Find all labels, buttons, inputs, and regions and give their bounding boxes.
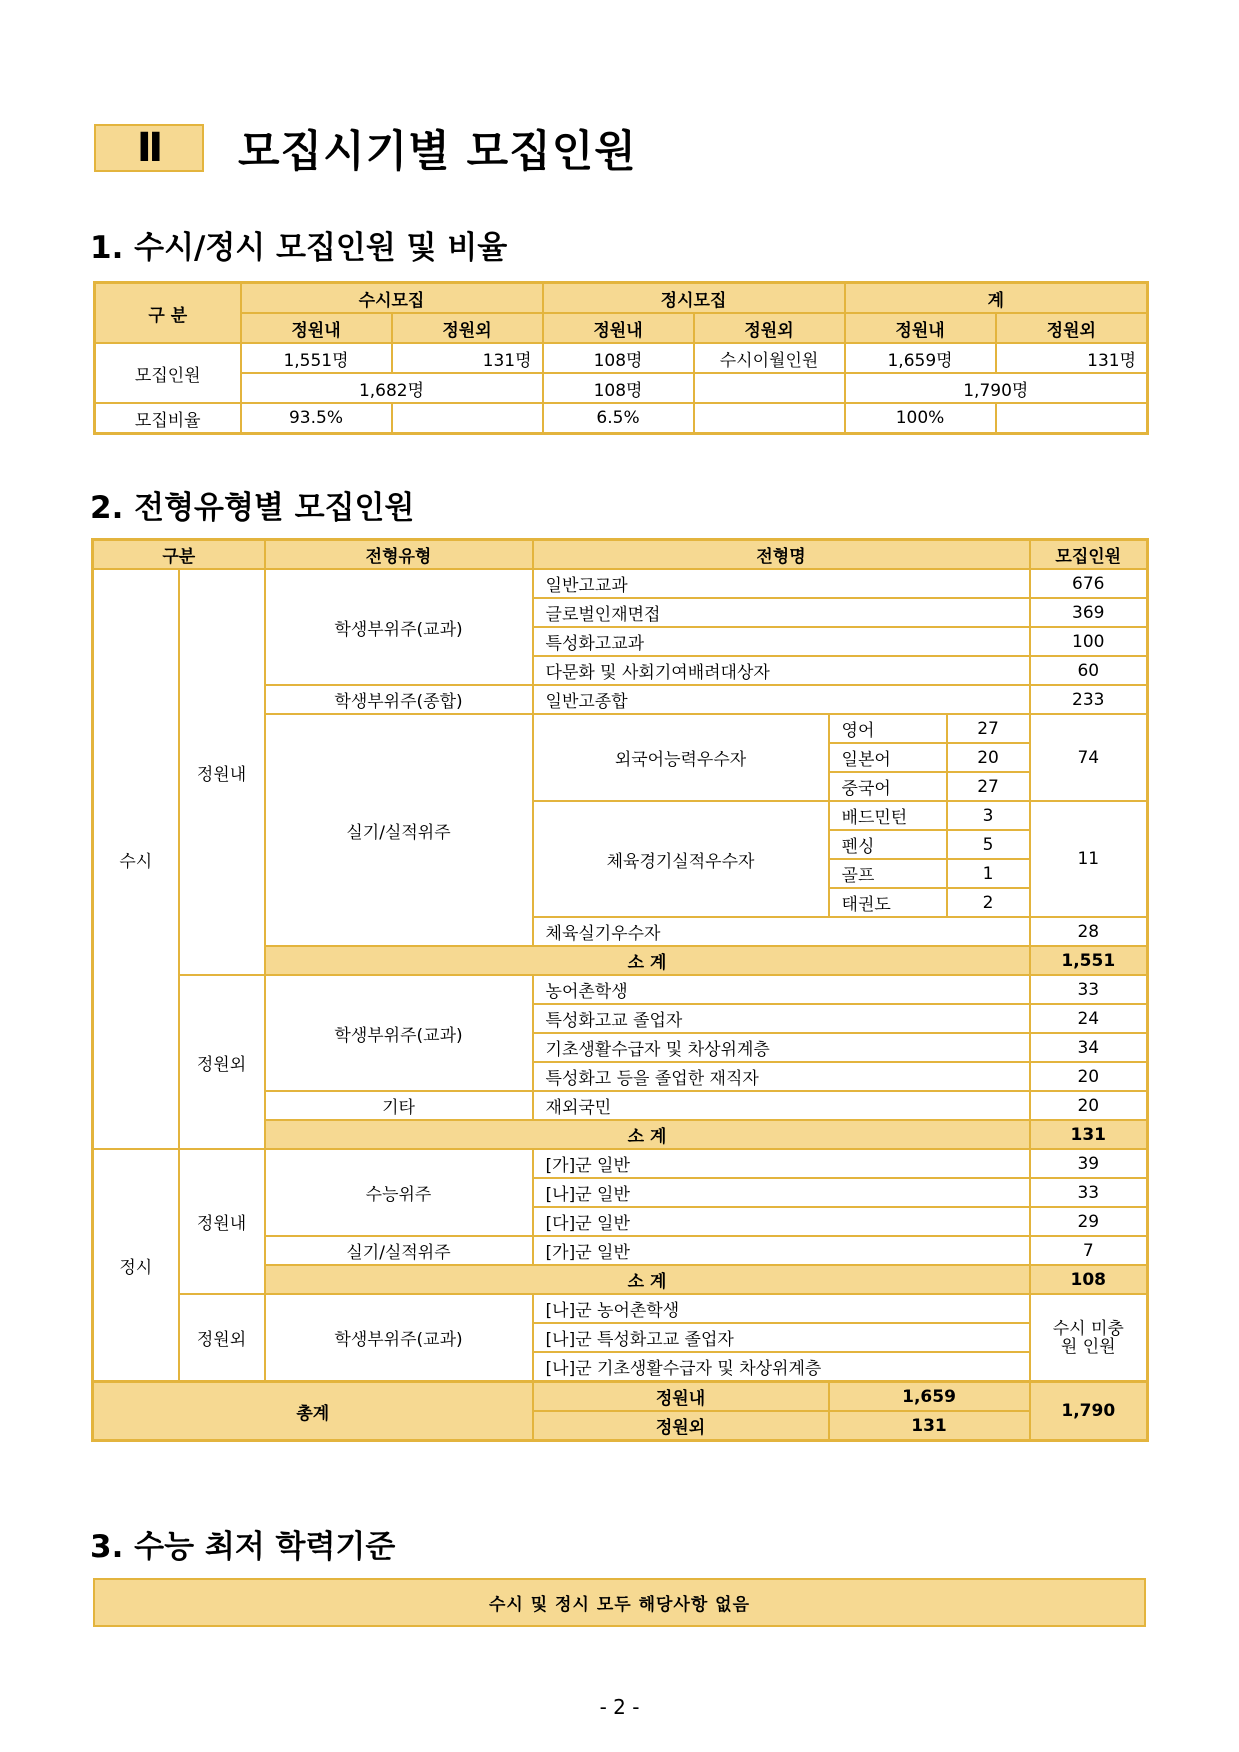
sport-sub-count: 2 (947, 888, 1030, 917)
type-silgi: 실기/실적위주 (265, 714, 533, 946)
table-row-count: 233 (1030, 685, 1148, 714)
table-row-name: 체육실기우수자 (533, 917, 1030, 946)
section2-title: 2. 전형유형별 모집인원 (90, 490, 415, 526)
cell-total-ratio-empty (996, 403, 1148, 434)
cell-susi-out: 131명 (392, 343, 543, 373)
type-suneung: 수능위주 (265, 1149, 533, 1236)
grand-total-label: 총계 (93, 1382, 533, 1441)
header-count: 모집인원 (1030, 540, 1148, 570)
header-total-in: 정원내 (845, 313, 996, 343)
header-jeongsi-out: 정원외 (694, 313, 845, 343)
sport-sub-count: 5 (947, 830, 1030, 859)
grand-in-label: 정원내 (533, 1382, 829, 1412)
lang-sub-name: 영어 (829, 714, 947, 743)
table-row-name: 재외국민 (533, 1091, 1030, 1120)
subtotal-value: 131 (1030, 1120, 1148, 1149)
table-row-name: [가]군 일반 (533, 1236, 1030, 1265)
sport-sub-name: 배드민턴 (829, 801, 947, 830)
header-gubun: 구 분 (95, 283, 241, 344)
section3-title: 3. 수능 최저 학력기준 (90, 1529, 396, 1565)
subgroup-jeongsi-in: 정원내 (179, 1149, 265, 1294)
table-row-count: 20 (1030, 1062, 1148, 1091)
subgroup-jeongsi-out: 정원외 (179, 1294, 265, 1382)
table-row-count: 28 (1030, 917, 1148, 946)
group-jeongsi: 정시 (93, 1149, 179, 1382)
grand-in-value: 1,659 (829, 1382, 1030, 1412)
cell-total-ratio: 100% (845, 403, 996, 434)
header-susi-out: 정원외 (392, 313, 543, 343)
section1-title: 1. 수시/정시 모집인원 및 비율 (90, 230, 508, 266)
table-row-name: 일반고종합 (533, 685, 1030, 714)
jeongsi-out-count: 수시 미충원 인원 (1030, 1294, 1148, 1382)
table-row-count: 20 (1030, 1091, 1148, 1120)
cell-jeongsi-ratio: 6.5% (543, 403, 694, 434)
page-number: - 2 - (599, 1695, 640, 1719)
type-jonghap: 학생부위주(종합) (265, 685, 533, 714)
table-row-count: 60 (1030, 656, 1148, 685)
cell-total-out: 131명 (996, 343, 1148, 373)
cell-susi-ratio: 93.5% (241, 403, 392, 434)
cell-jeongsi-out: 수시이월인원 (694, 343, 845, 373)
table-row-name: [나]군 특성화고교 졸업자 (533, 1323, 1030, 1352)
header-jeongsi-in: 정원내 (543, 313, 694, 343)
cell-jeongsi-sum-empty (694, 373, 845, 403)
type-gyogwa: 학생부위주(교과) (265, 1294, 533, 1382)
lang-sub-count: 20 (947, 743, 1030, 772)
type-gyogwa: 학생부위주(교과) (265, 975, 533, 1091)
table-row-name: [나]군 일반 (533, 1178, 1030, 1207)
table-row-count: 100 (1030, 627, 1148, 656)
table-row-count: 7 (1030, 1236, 1148, 1265)
table-row-count: 676 (1030, 569, 1148, 598)
table-row-name: 일반고교과 (533, 569, 1030, 598)
table-row-count: 369 (1030, 598, 1148, 627)
table-row-name: [나]군 기초생활수급자 및 차상위계층 (533, 1352, 1030, 1382)
table-row-count: 33 (1030, 975, 1148, 1004)
cell-jeongsi-ratio-empty (694, 403, 845, 434)
subtotal-label: 소 계 (265, 1120, 1030, 1149)
subtotal-value: 1,551 (1030, 946, 1148, 975)
cell-jeongsi-in: 108명 (543, 343, 694, 373)
subgroup-susi-out: 정원외 (179, 975, 265, 1149)
table-row-count: 34 (1030, 1033, 1148, 1062)
cell-jeongsi-sum: 108명 (543, 373, 694, 403)
table-row-count: 33 (1030, 1178, 1148, 1207)
type-gyogwa: 학생부위주(교과) (265, 569, 533, 685)
header-total-out: 정원외 (996, 313, 1148, 343)
subtotal-label: 소 계 (265, 1265, 1030, 1294)
header-total: 계 (845, 283, 1148, 314)
header-susi-in: 정원내 (241, 313, 392, 343)
table-row-name: 글로벌인재면접 (533, 598, 1030, 627)
sport-sub-name: 펜싱 (829, 830, 947, 859)
cell-susi-ratio-empty (392, 403, 543, 434)
table-row-name: [다]군 일반 (533, 1207, 1030, 1236)
table-row-name: [나]군 농어촌학생 (533, 1294, 1030, 1323)
recruit-ratio-table (93, 281, 1149, 435)
cell-total-in: 1,659명 (845, 343, 996, 373)
lang-name: 외국어능력우수자 (533, 714, 829, 801)
group-susi: 수시 (93, 569, 179, 1149)
admission-type-table (91, 538, 1149, 1442)
table-row-count: 39 (1030, 1149, 1148, 1178)
csat-minimum-note: 수시 및 정시 모두 해당사항 없음 (93, 1578, 1146, 1627)
row-label-ratio: 모집비율 (95, 403, 241, 434)
header-susi: 수시모집 (241, 283, 543, 314)
sport-sub-count: 3 (947, 801, 1030, 830)
table-row-name: 다문화 및 사회기여배려대상자 (533, 656, 1030, 685)
table-row-count: 24 (1030, 1004, 1148, 1033)
table-row-name: 특성화고교 졸업자 (533, 1004, 1030, 1033)
grand-out-value: 131 (829, 1411, 1030, 1441)
lang-sub-count: 27 (947, 772, 1030, 801)
subgroup-susi-in: 정원내 (179, 569, 265, 975)
table-row-name: 특성화고교과 (533, 627, 1030, 656)
header-name: 전형명 (533, 540, 1030, 570)
cell-susi-in: 1,551명 (241, 343, 392, 373)
type-silgi: 실기/실적위주 (265, 1236, 533, 1265)
lang-sub-name: 일본어 (829, 743, 947, 772)
lang-sub-count: 27 (947, 714, 1030, 743)
sport-sub-name: 골프 (829, 859, 947, 888)
lang-sub-name: 중국어 (829, 772, 947, 801)
table-row-name: 특성화고 등을 졸업한 재직자 (533, 1062, 1030, 1091)
table-row-name: 농어촌학생 (533, 975, 1030, 1004)
cell-total-sum: 1,790명 (845, 373, 1148, 403)
table-row-name: [가]군 일반 (533, 1149, 1030, 1178)
subtotal-value: 108 (1030, 1265, 1148, 1294)
grand-total-value: 1,790 (1030, 1382, 1148, 1441)
cell-susi-sum: 1,682명 (241, 373, 543, 403)
sport-sub-name: 태권도 (829, 888, 947, 917)
type-etc: 기타 (265, 1091, 533, 1120)
table-row-name: 기초생활수급자 및 차상위계층 (533, 1033, 1030, 1062)
lang-total: 74 (1030, 714, 1148, 801)
header-type: 전형유형 (265, 540, 533, 570)
chapter-title: 모집시기별 모집인원 (238, 127, 637, 177)
subtotal-label: 소 계 (265, 946, 1030, 975)
table-row-count: 29 (1030, 1207, 1148, 1236)
header-gubun: 구분 (93, 540, 265, 570)
sport-name: 체육경기실적우수자 (533, 801, 829, 917)
chapter-numeral: Ⅱ (94, 124, 204, 172)
sport-total: 11 (1030, 801, 1148, 917)
header-jeongsi: 정시모집 (543, 283, 845, 314)
grand-out-label: 정원외 (533, 1411, 829, 1441)
sport-sub-count: 1 (947, 859, 1030, 888)
row-label-recruit: 모집인원 (95, 343, 241, 403)
